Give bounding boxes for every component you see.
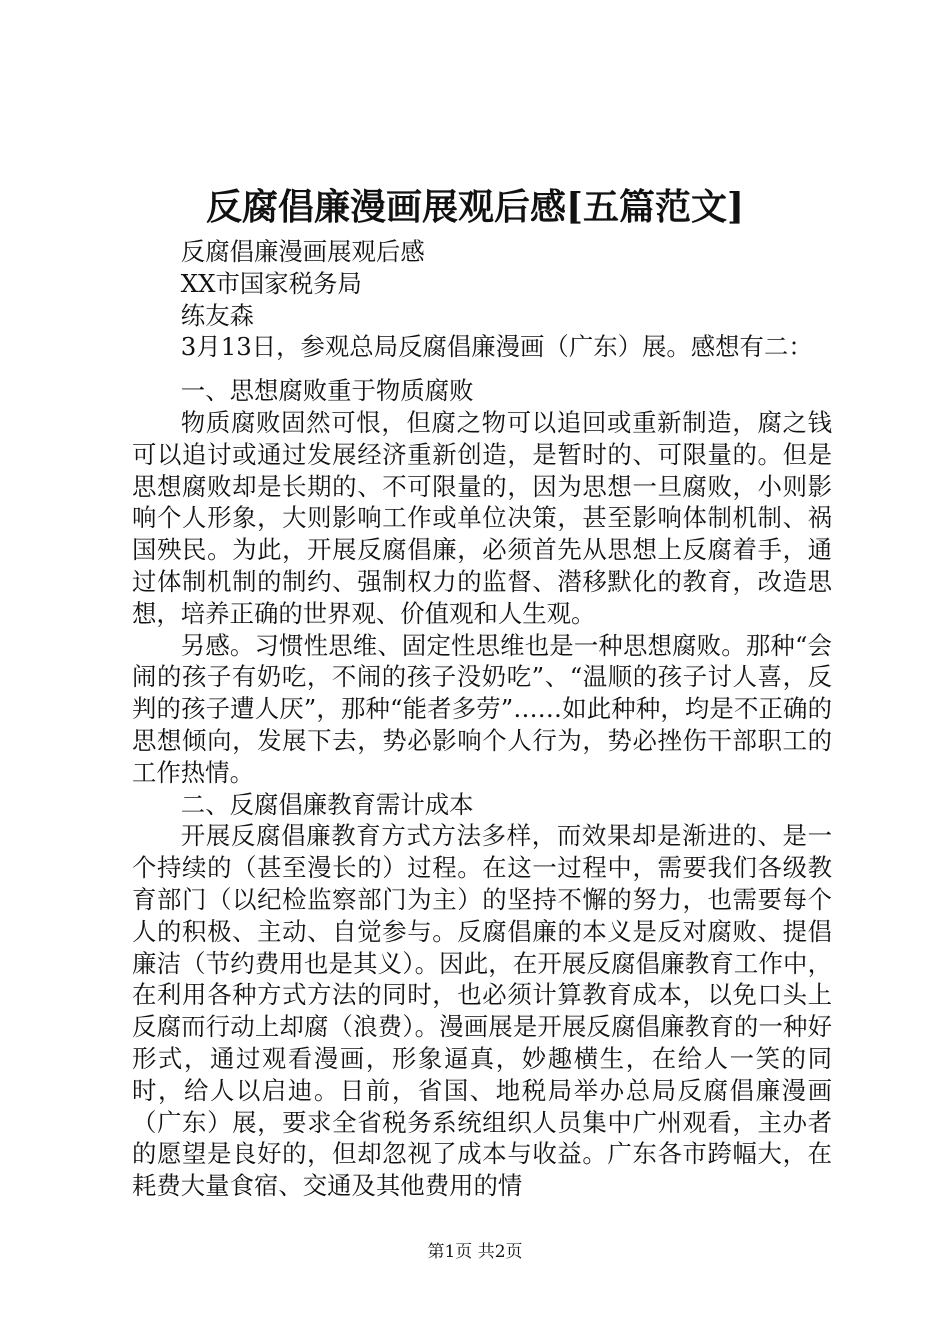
document-body [132, 236, 832, 1202]
paragraph-section1-body: 物质腐败固然可恨，但腐之物可以追回或重新制造，腐之钱可以追讨或通过发展经济重新创造，是暂时的、可限量的。但是思想腐败却是长期的、不可限量的，因为思想一旦腐败，小则影响个人形象，大则影响工作或单位决策，甚至影响体制机制、祸国殃民。为此，开展反腐倡廉，必须首先从思想上反腐着手，通过体制机制的制约、强制权力的监督、潜移默化的教育，改造思想，培养正确的世界观、价值观和人生观。 [132, 407, 832, 628]
paragraph-section2-body: 开展反腐倡廉教育方式方法多样，而效果却是渐进的、是一个持续的（甚至漫长的）过程。在这一过程中，需要我们各级教育部门（以纪检监察部门为主）的坚持不懈的努力，也需要每个人的积极、主动、自觉参与。反腐倡廉的本义是反对腐败、提倡廉洁（节约费用也是其义）。因此，在开展反腐倡廉教育工作中，在利用各种方式方法的同时，也必须计算教育成本，以免口头上反腐而行动上却腐（浪费）。漫画展是开展反腐倡廉教育的一种好形式，通过观看漫画，形象逼真，妙趣横生，在给人一笑的同时，给人以启迪。日前，省国、地税局举办总局反腐倡廉漫画（广东）展，要求全省税务系统组织人员集中广州观看，主办者的愿望是良好的，但却忽视了成本与收益。广东各市跨幅大，在耗费大量食宿、交通及其他费用的情 [132, 821, 832, 1201]
paragraph-section1-extra: 另感。习惯性思维、固定性思维也是一种思想腐败。那种“会闹的孩子有奶吃，不闹的孩子没奶吃”、“温顺的孩子讨人喜，反判的孩子遭人厌”，那种“能者多劳”……如此种种，均是不正确的思想倾向，发展下去，势必影响个人行为，势必挫伤干部职工的工作热情。 [132, 630, 832, 787]
paragraph-organization: XX市国家税务局 [180, 268, 362, 298]
paragraph-intro: 3月13日，参观总局反腐倡廉漫画（广东）展。感想有二： [180, 332, 813, 362]
section-heading-1: 一、思想腐败重于物质腐败 [180, 376, 474, 406]
paragraph-author: 练友森 [180, 300, 254, 330]
page-footer: 第1页 共2页 [427, 1242, 523, 1262]
section-heading-2: 二、反腐倡廉教育需计成本 [180, 789, 474, 819]
document-title: 反腐倡廉漫画展观后感[五篇范文] [205, 186, 745, 228]
paragraph-subtitle: 反腐倡廉漫画展观后感 [180, 237, 425, 266]
